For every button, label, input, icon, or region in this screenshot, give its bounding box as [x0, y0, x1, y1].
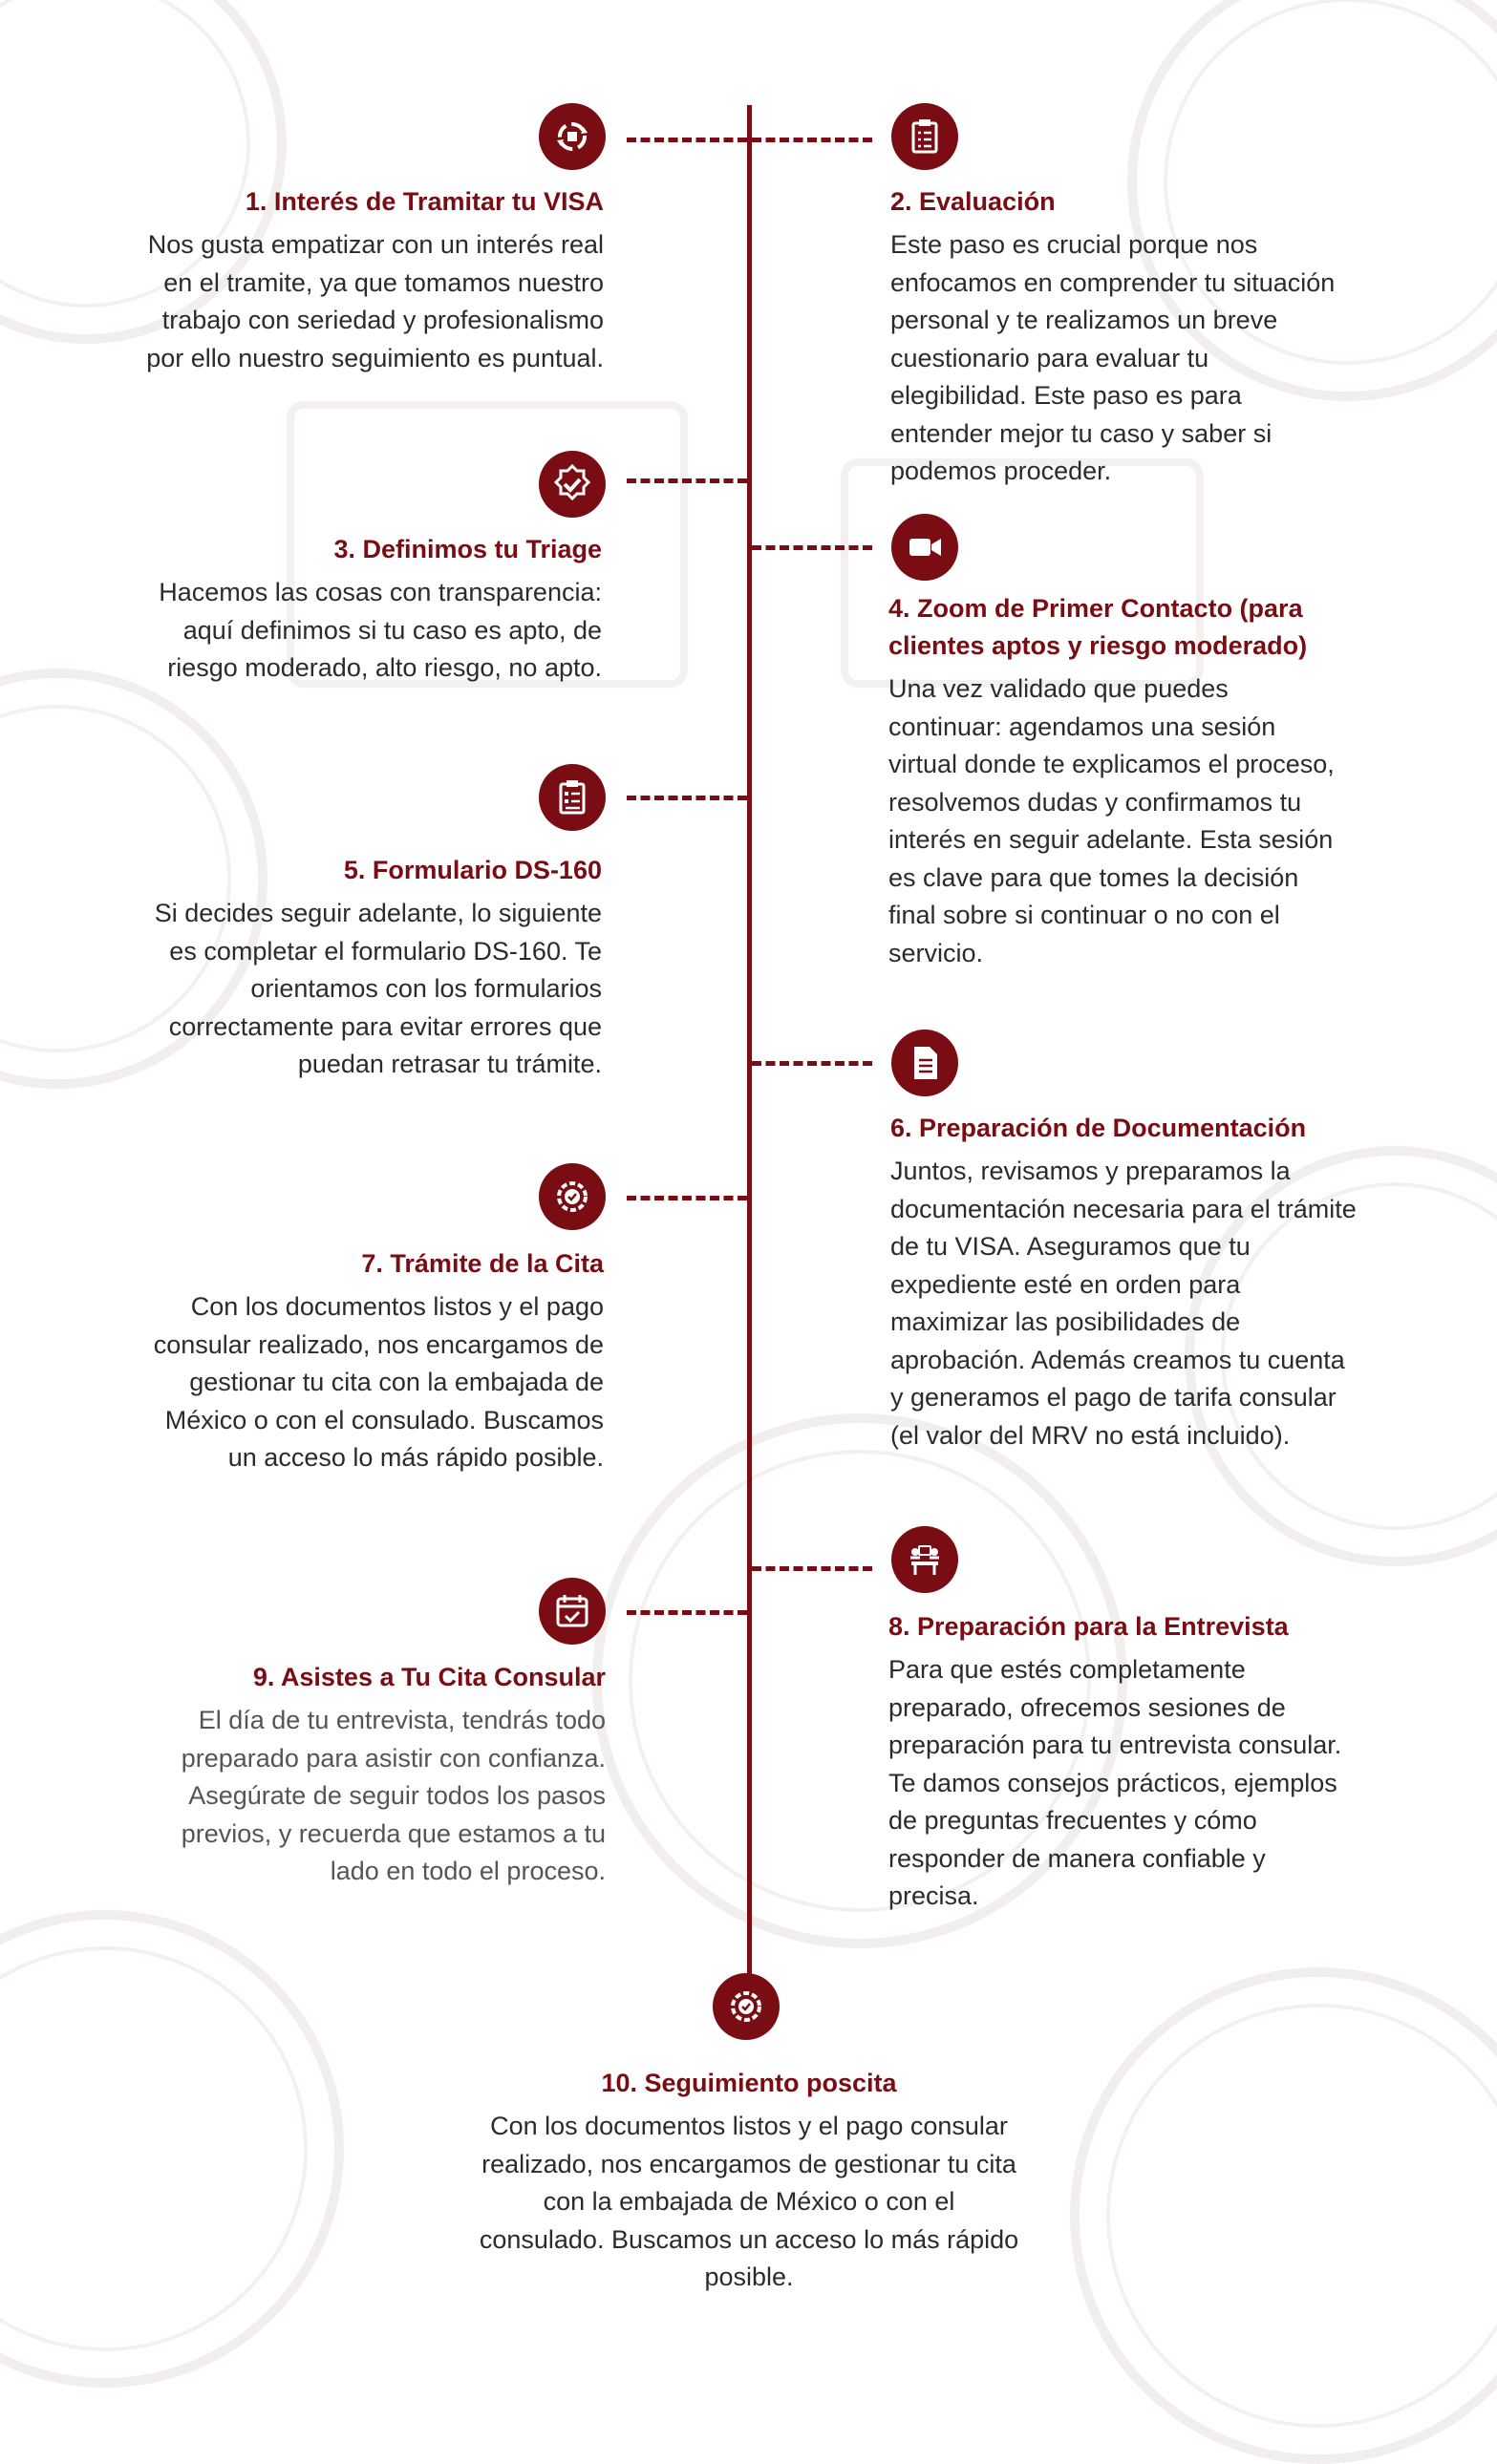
step-9 [143, 1659, 606, 1891]
step-body: Juntos, revisamos y preparamos la documentación necesaria para el trámite de tu VISA. Aseguramos que tu expediente esté en orden para maximizar las posibilidades de aprobación. Además creamos tu cuenta y generamos el pago de tarifa consular (el valor del MRV no está incluido). [890, 1157, 1357, 1450]
gear-check-icon [713, 1973, 780, 2040]
process-cycle-icon [539, 103, 606, 170]
step-title: 1. Interés de Tramitar tu VISA [245, 187, 604, 216]
background-stamp [1070, 1967, 1497, 2464]
step-2 [890, 183, 1349, 491]
step-8 [888, 1608, 1347, 1916]
step-title: 2. Evaluación [890, 187, 1056, 216]
step-title: 5. Formulario DS-160 [343, 856, 602, 884]
connector-dash [752, 138, 872, 142]
step-title: 6. Preparación de Documentación [890, 1114, 1307, 1142]
background-stamp [0, 1910, 344, 2388]
step-title: 8. Preparación para la Entrevista [888, 1612, 1289, 1641]
step-title: 7. Trámite de la Cita [361, 1249, 604, 1278]
step-body: Hacemos las cosas con transparencia: aquí definimos si tu caso es apto, de riesgo moderado, alto riesgo, no apto. [159, 578, 602, 682]
step-body: Si decides seguir adelante, lo siguiente es completar el formulario DS-160. Te orientamos con los formularios correctamente para evitar errores que puedan retrasar tu trámite. [154, 899, 602, 1078]
step-body: Una vez validado que puedes continuar: agendamos una sesión virtual donde te explicamos el proceso, resolvemos dudas y confirmamos tu interés en seguir adelante. Esta sesión es clave para que tomes la decisión final sobre si continuar o no con el servicio. [888, 674, 1335, 967]
step-1 [143, 183, 604, 377]
connector-dash [627, 796, 747, 800]
step-body: Nos gusta empatizar con un interés real en el tramite, ya que tomamos nuestro trabajo con seriedad y profesionalismo por ello nuestro seguimiento es puntual. [146, 230, 604, 372]
step-body: El día de tu entrevista, tendrás todo preparado para asistir con confianza. Asegúrate de seguir todos los pasos previos, y recuerda que estamos a tu lado en todo el proceso. [181, 1706, 606, 1885]
connector-dash [752, 1061, 872, 1066]
step-10 [478, 2065, 1020, 2297]
step-title: 4. Zoom de Primer Contacto (para clientes aptos y riesgo moderado) [888, 594, 1308, 660]
form-clipboard-icon [539, 764, 606, 831]
step-3 [153, 531, 602, 688]
step-body: Este paso es crucial porque nos enfocamos en comprender tu situación personal y te realizamos un breve cuestionario para evaluar tu elegibilidad. Este paso es para entender mejor tu caso y saber si podemos proceder. [890, 230, 1336, 485]
connector-dash [627, 1610, 747, 1615]
clipboard-icon [891, 103, 958, 170]
step-6 [890, 1110, 1358, 1455]
timeline-line [747, 105, 752, 1996]
calendar-check-icon [539, 1578, 606, 1645]
connector-dash [752, 545, 872, 550]
gear-check-icon [539, 1163, 606, 1230]
connector-dash [627, 1196, 747, 1200]
step-body: Con los documentos listos y el pago consular realizado, nos encargamos de gestionar tu cita con la embajada de México o con el consulado. Buscamos un acceso lo más rápido posible. [479, 2112, 1019, 2291]
meeting-icon [891, 1526, 958, 1593]
step-7 [134, 1245, 604, 1477]
check-badge-icon [539, 451, 606, 518]
connector-dash [627, 478, 747, 483]
step-title: 9. Asistes a Tu Cita Consular [252, 1663, 606, 1691]
document-icon [891, 1030, 958, 1096]
step-body: Para que estés completamente preparado, ofrecemos sesiones de preparación para tu entrevista consular. Te damos consejos prácticos, ejemplos de preguntas frecuentes y cómo responder de manera confiable y precisa. [888, 1655, 1342, 1910]
step-4 [888, 590, 1337, 972]
step-title: 3. Definimos tu Triage [333, 535, 602, 563]
video-camera-icon [891, 514, 958, 581]
step-title: 10. Seguimiento poscita [601, 2069, 897, 2097]
connector-dash [627, 138, 747, 142]
step-5 [132, 852, 602, 1084]
connector-dash [752, 1566, 872, 1571]
step-body: Con los documentos listos y el pago consular realizado, nos encargamos de gestionar tu cita con la embajada de México o con el consulado. Buscamos un acceso lo más rápido posible. [153, 1292, 604, 1472]
